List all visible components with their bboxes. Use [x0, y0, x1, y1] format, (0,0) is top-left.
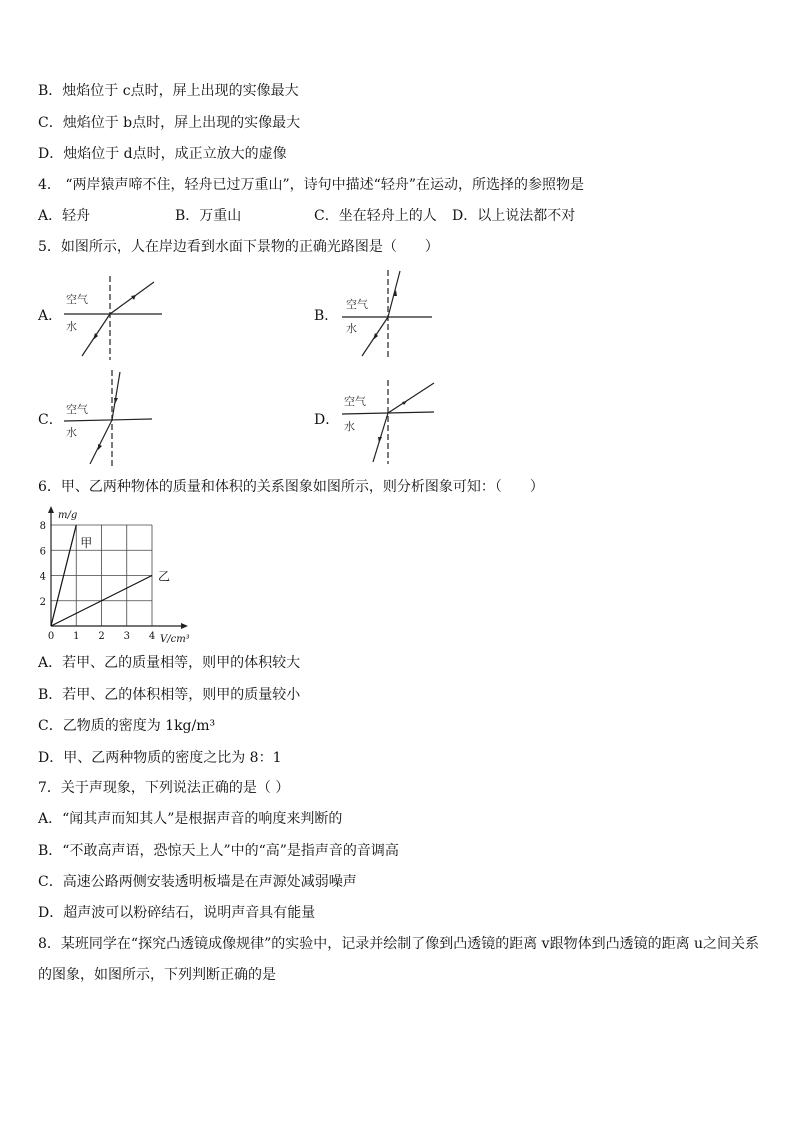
q6-option-d: D．甲、乙两种物质的密度之比为 8：1 — [38, 750, 282, 766]
q4-stem: 4． “两岸猿声啼不住，轻舟已过万重山”，诗句中描述“轻舟”在运动，所选择的参照物是 — [38, 177, 584, 193]
q7-option-b: B．“不敢高声语，恐惊天上人”中的“高”是指声音的音调高 — [38, 843, 399, 859]
q5-diagram-a — [62, 276, 164, 360]
q4-option-c: C．坐在轻舟上的人 — [314, 208, 437, 224]
q6-stem: 6．甲、乙两种物体的质量和体积的关系图象如图所示，则分析图象可知：（ ） — [38, 479, 544, 495]
q5-diagram-d — [340, 380, 436, 464]
y-axis-label: m/g — [58, 510, 78, 521]
series-label-yi: 乙 — [158, 569, 171, 584]
q5-label-c: C． — [38, 412, 63, 428]
air-label: 空气 — [66, 293, 88, 306]
q7-stem: 7．关于声现象，下列说法正确的是（ ） — [38, 780, 290, 796]
q3-option-d: D．烛焰位于 d点时，成正立放大的虚像 — [38, 146, 287, 162]
q5-diagram-c — [62, 370, 154, 468]
q6-mass-volume-chart — [32, 506, 202, 646]
q5-label-b: B． — [314, 308, 339, 324]
water-label: 水 — [66, 426, 77, 439]
air-label: 空气 — [346, 298, 368, 311]
x-tick-label: 1 — [73, 631, 80, 642]
air-label: 空气 — [344, 395, 366, 408]
y-tick-label: 8 — [39, 521, 46, 532]
x-axis-label: V/cm³ — [160, 634, 190, 645]
x-tick-label: 3 — [123, 631, 130, 642]
series-label-jia: 甲 — [80, 536, 93, 550]
x-tick-label: 2 — [98, 631, 105, 642]
q6-option-c: C．乙物质的密度为 1kg/m³ — [38, 718, 216, 734]
q4-option-d: D．以上说法都不对 — [452, 208, 576, 224]
q5-diagram-b — [340, 270, 442, 360]
q7-option-c: C．高速公路两侧安装透明板墙是在声源处减弱噪声 — [38, 874, 357, 890]
q8-stem-line1: 8．某班同学在“探究凸透镜成像规律”的实验中，记录并绘制了像到凸透镜的距离 v跟物体到凸透镜的距离 u之间关系 — [38, 936, 760, 952]
q6-option-a: A．若甲、乙的质量相等，则甲的体积较大 — [38, 655, 301, 671]
q7-option-d: D．超声波可以粉碎结石，说明声音具有能量 — [38, 905, 316, 921]
air-label: 空气 — [66, 403, 88, 416]
q5-stem: 5．如图所示，人在岸边看到水面下景物的正确光路图是（ ） — [38, 239, 439, 255]
q3-option-b: B．烛焰位于 c点时，屏上出现的实像最大 — [38, 83, 299, 99]
q5-label-a: A． — [38, 308, 63, 324]
q4-option-b: B．万重山 — [175, 208, 242, 224]
water-label: 水 — [346, 322, 357, 335]
x-tick-label: 0 — [47, 631, 55, 642]
x-tick-label: 4 — [148, 631, 156, 642]
y-axis-arrow — [48, 506, 54, 513]
y-tick-label: 6 — [39, 546, 46, 558]
water-label: 水 — [66, 320, 77, 333]
q7-option-a: A．“闻其声而知其人”是根据声音的响度来判断的 — [38, 811, 343, 827]
q8-stem-line2: 的图象，如图所示，下列判断正确的是 — [38, 967, 276, 983]
water-label: 水 — [344, 420, 355, 433]
y-tick-label: 4 — [39, 571, 46, 583]
x-axis-arrow — [181, 623, 188, 629]
q4-option-a: A．轻舟 — [38, 208, 91, 224]
q6-option-b: B．若甲、乙的体积相等，则甲的质量较小 — [38, 687, 301, 703]
y-tick-label: 2 — [39, 596, 46, 608]
q5-label-d: D． — [314, 412, 340, 428]
q3-option-c: C．烛焰位于 b点时，屏上出现的实像最大 — [38, 115, 301, 131]
